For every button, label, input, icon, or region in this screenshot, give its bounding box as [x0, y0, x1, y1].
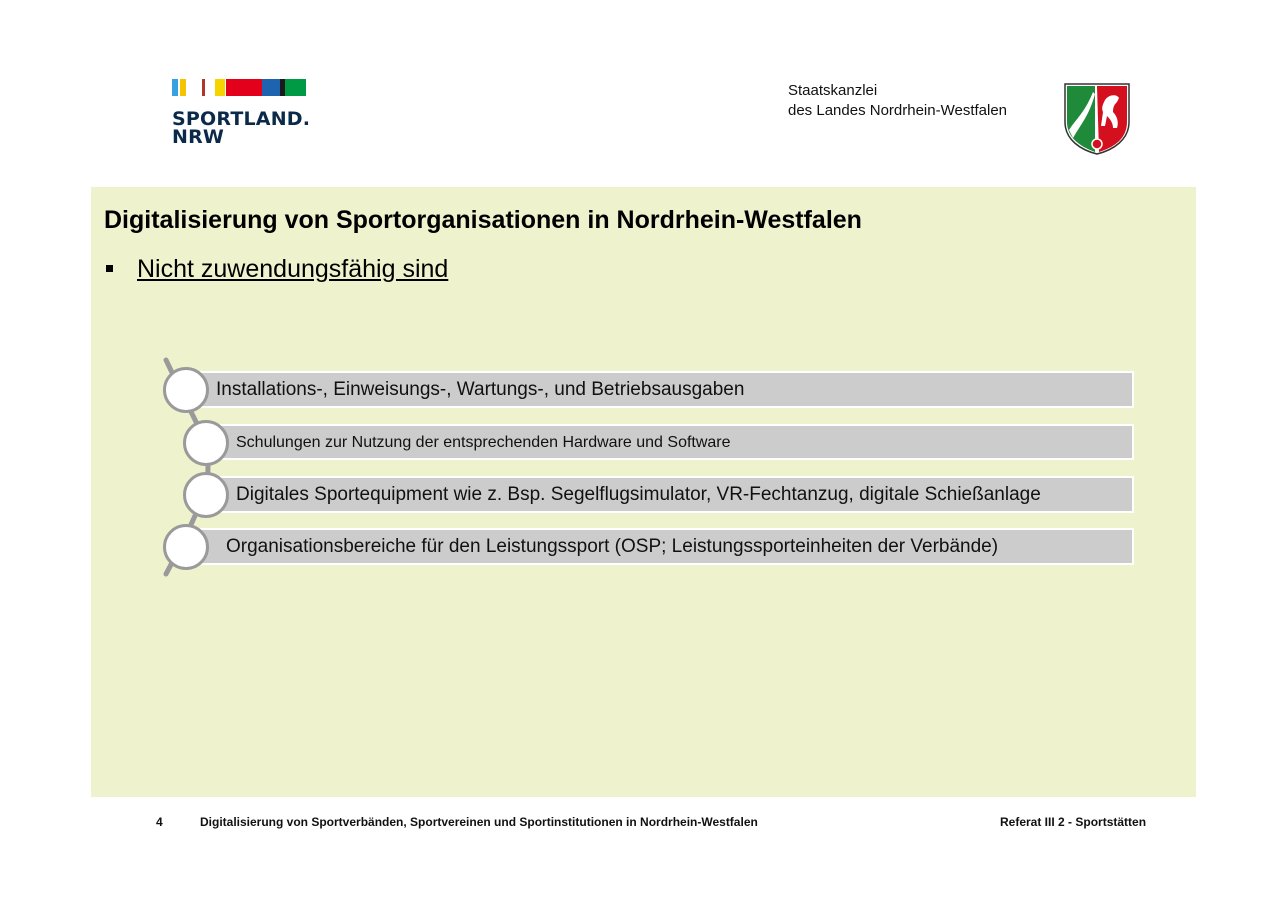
list-item-text: Schulungen zur Nutzung der entsprechenden Hardware und Software	[236, 434, 731, 451]
government-header	[788, 81, 1007, 121]
list-item	[200, 476, 1134, 513]
logo-text-sportland: SPORTLAND.	[172, 108, 311, 130]
logo-color-stripes	[172, 79, 306, 96]
slide-subtitle: Nicht zuwendungsfähig sind	[137, 255, 449, 283]
government-line-1: Staatskanzlei	[788, 82, 878, 99]
list-item	[200, 424, 1134, 460]
footer-department: Referat III 2 - Sportstätten	[1000, 815, 1147, 829]
timeline-node	[183, 420, 229, 466]
list-item-text: Digitales Sportequipment wie z. Bsp. Segelflugsimulator, VR-Fechtanzug, digitale Schießanlage	[236, 484, 1041, 505]
nrw-coat-of-arms-icon	[1063, 82, 1131, 155]
footer-page-number: 4	[156, 815, 163, 829]
list-item-text: Installations-, Einweisungs-, Wartungs-, und Betriebsausgaben	[216, 379, 745, 400]
bullet-square	[106, 265, 113, 272]
list-item	[180, 528, 1134, 565]
logo-text-nrw: NRW	[172, 126, 225, 148]
footer-document-title: Digitalisierung von Sportverbänden, Sportvereinen und Sportinstitutionen in Nordrhein-Westfalen	[200, 815, 758, 829]
timeline-node	[163, 524, 209, 570]
government-line-2: des Landes Nordrhein-Westfalen	[788, 102, 1008, 119]
sportland-nrw-logo	[172, 79, 312, 149]
slide-title: Digitalisierung von Sportorganisationen in Nordrhein-Westfalen	[104, 206, 862, 234]
list-item	[180, 371, 1134, 408]
list-item-text: Organisationsbereiche für den Leistungssport (OSP; Leistungssporteinheiten der Verbände)	[226, 536, 999, 557]
timeline-node	[183, 472, 229, 518]
timeline-node	[163, 367, 209, 413]
